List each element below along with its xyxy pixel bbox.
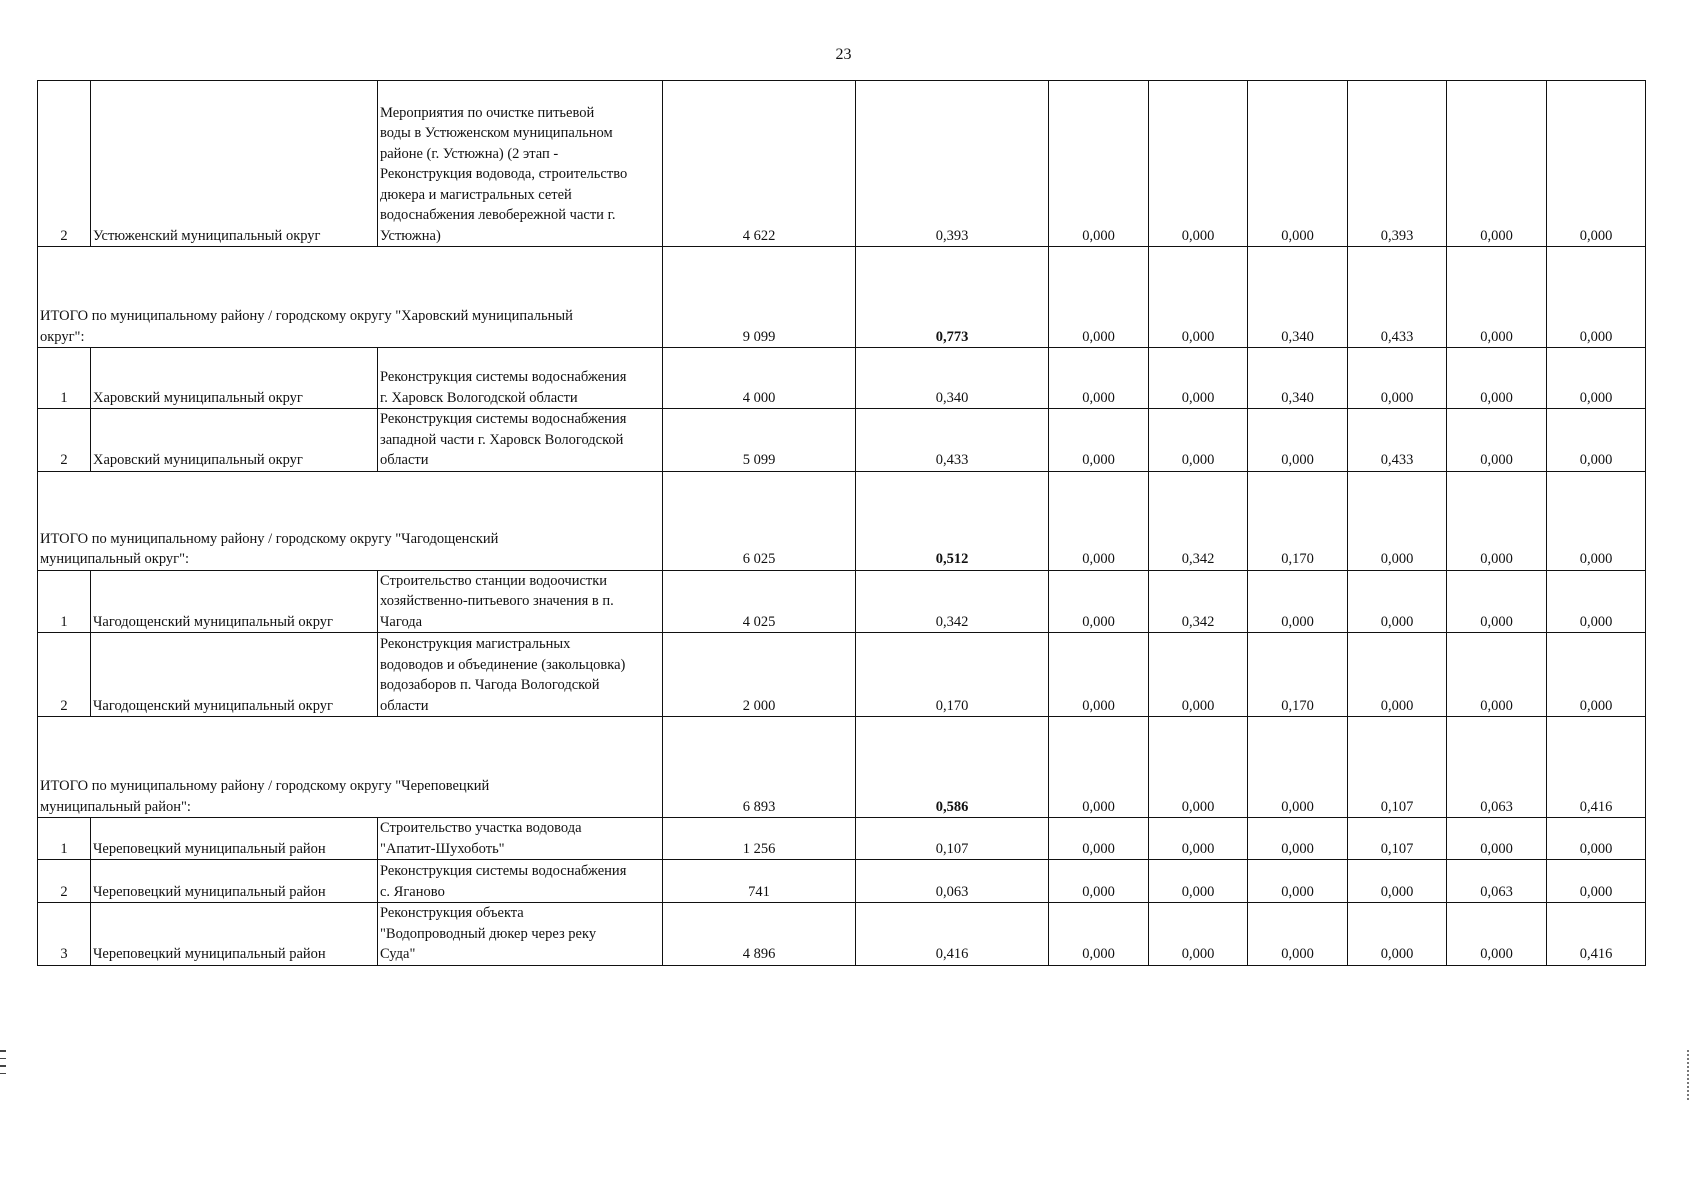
value-cell: 0,000 (1547, 409, 1646, 472)
value-cell: 0,000 (1547, 348, 1646, 409)
row-number: 3 (38, 903, 91, 966)
municipality-name: Чагодощенский муниципальный округ (91, 633, 378, 717)
value-cell: 0,000 (1049, 860, 1149, 903)
value-cell: 0,000 (1149, 409, 1248, 472)
value-cell: 0,000 (1348, 633, 1447, 717)
value-cell: 0,393 (856, 81, 1049, 247)
project-description: Реконструкция магистральных водоводов и объединение (закольцовка) водозаборов п. Чагода Вологодской области (378, 633, 663, 717)
value-cell: 0,773 (856, 247, 1049, 348)
value-cell: 0,586 (856, 717, 1049, 818)
value-cell: 0,000 (1248, 570, 1348, 633)
value-cell: 0,433 (856, 409, 1049, 472)
value-cell: 0,000 (1049, 247, 1149, 348)
value-cell: 0,000 (1447, 903, 1547, 966)
row-number: 1 (38, 348, 91, 409)
value-cell: 0,000 (1149, 717, 1248, 818)
value-cell: 0,000 (1348, 860, 1447, 903)
table-row (38, 570, 1646, 633)
value-cell: 5 099 (663, 409, 856, 472)
total-row (38, 717, 1646, 818)
value-cell: 0,340 (856, 348, 1049, 409)
page-number: 23 (835, 46, 852, 63)
table-row (38, 633, 1646, 717)
value-cell: 0,342 (1149, 471, 1248, 570)
value-cell: 0,000 (1149, 348, 1248, 409)
project-description: Реконструкция объекта "Водопроводный дюкер через реку Суда" (378, 903, 663, 966)
total-row (38, 247, 1646, 348)
value-cell: 0,000 (1248, 409, 1348, 472)
value-cell: 0,000 (1248, 903, 1348, 966)
value-cell: 0,000 (1348, 903, 1447, 966)
value-cell: 0,000 (1049, 409, 1149, 472)
total-label: ИТОГО по муниципальному району / городскому округу "Череповецкий муниципальный район": (38, 717, 663, 818)
value-cell: 0,342 (1149, 570, 1248, 633)
municipality-name: Череповецкий муниципальный район (91, 860, 378, 903)
value-cell: 0,170 (1248, 633, 1348, 717)
value-cell: 4 000 (663, 348, 856, 409)
value-cell: 0,107 (1348, 818, 1447, 860)
municipality-name: Харовский муниципальный округ (91, 348, 378, 409)
table-row (38, 348, 1646, 409)
value-cell: 0,063 (1447, 860, 1547, 903)
value-cell: 0,433 (1348, 409, 1447, 472)
value-cell: 0,000 (1547, 247, 1646, 348)
total-label: ИТОГО по муниципальному району / городскому округу "Чагодощенский муниципальный округ": (38, 471, 663, 570)
municipality-name: Харовский муниципальный округ (91, 409, 378, 472)
value-cell: 0,342 (856, 570, 1049, 633)
value-cell: 0,000 (1248, 717, 1348, 818)
municipality-name: Череповецкий муниципальный район (91, 903, 378, 966)
value-cell: 741 (663, 860, 856, 903)
table-row (38, 818, 1646, 860)
row-number: 1 (38, 818, 91, 860)
scan-edge-marks (0, 1050, 8, 1080)
municipality-name: Чагодощенский муниципальный округ (91, 570, 378, 633)
value-cell: 0,000 (1049, 471, 1149, 570)
table-row (38, 903, 1646, 966)
value-cell: 0,433 (1348, 247, 1447, 348)
row-number: 2 (38, 633, 91, 717)
investment-table (37, 80, 1646, 966)
value-cell: 0,000 (1248, 81, 1348, 247)
value-cell: 0,000 (1547, 471, 1646, 570)
value-cell: 0,000 (1049, 633, 1149, 717)
value-cell: 0,340 (1248, 247, 1348, 348)
value-cell: 0,416 (1547, 717, 1646, 818)
value-cell: 0,000 (1547, 633, 1646, 717)
value-cell: 0,000 (1248, 818, 1348, 860)
value-cell: 0,000 (1447, 633, 1547, 717)
value-cell: 0,000 (1547, 81, 1646, 247)
value-cell: 1 256 (663, 818, 856, 860)
value-cell: 9 099 (663, 247, 856, 348)
value-cell: 0,000 (1447, 471, 1547, 570)
value-cell: 6 025 (663, 471, 856, 570)
value-cell: 4 025 (663, 570, 856, 633)
project-description: Реконструкция системы водоснабжения г. Харовск Вологодской области (378, 348, 663, 409)
value-cell: 0,000 (1149, 81, 1248, 247)
row-number: 1 (38, 570, 91, 633)
value-cell: 0,000 (1447, 81, 1547, 247)
value-cell: 0,416 (1547, 903, 1646, 966)
value-cell: 0,000 (1049, 717, 1149, 818)
value-cell: 0,000 (1547, 570, 1646, 633)
value-cell: 0,063 (1447, 717, 1547, 818)
value-cell: 0,000 (1049, 348, 1149, 409)
value-cell: 0,000 (1149, 903, 1248, 966)
value-cell: 0,000 (1149, 860, 1248, 903)
value-cell: 0,170 (856, 633, 1049, 717)
value-cell: 0,000 (1149, 247, 1248, 348)
municipality-name: Череповецкий муниципальный район (91, 818, 378, 860)
value-cell: 0,393 (1348, 81, 1447, 247)
value-cell: 0,416 (856, 903, 1049, 966)
value-cell: 2 000 (663, 633, 856, 717)
value-cell: 0,000 (1149, 818, 1248, 860)
value-cell: 0,000 (1348, 570, 1447, 633)
value-cell: 0,000 (1149, 633, 1248, 717)
table-row (38, 81, 1646, 247)
total-row (38, 471, 1646, 570)
project-description: Строительство станции водоочистки хозяйственно-питьевого значения в п. Чагода (378, 570, 663, 633)
row-number: 2 (38, 81, 91, 247)
value-cell: 0,000 (1248, 860, 1348, 903)
value-cell: 0,000 (1348, 348, 1447, 409)
value-cell: 6 893 (663, 717, 856, 818)
project-description: Мероприятия по очистке питьевой воды в Устюженском муниципальном районе (г. Устюжна) (2 этап - Реконструкция водовода, строительство дюкера и магистральных сетей водоснабжения левобережной части г. Устюжна) (378, 81, 663, 247)
value-cell: 0,000 (1447, 818, 1547, 860)
value-cell: 0,000 (1049, 81, 1149, 247)
value-cell: 0,000 (1447, 247, 1547, 348)
value-cell: 4 622 (663, 81, 856, 247)
row-number: 2 (38, 860, 91, 903)
scan-edge-marks-right (1687, 1050, 1693, 1100)
value-cell: 0,063 (856, 860, 1049, 903)
value-cell: 0,512 (856, 471, 1049, 570)
value-cell: 0,107 (856, 818, 1049, 860)
municipality-name: Устюженский муниципальный округ (91, 81, 378, 247)
total-label: ИТОГО по муниципальному району / городскому округу "Харовский муниципальный округ": (38, 247, 663, 348)
value-cell: 0,170 (1248, 471, 1348, 570)
row-number: 2 (38, 409, 91, 472)
value-cell: 4 896 (663, 903, 856, 966)
value-cell: 0,000 (1547, 860, 1646, 903)
value-cell: 0,000 (1049, 570, 1149, 633)
value-cell: 0,000 (1447, 409, 1547, 472)
value-cell: 0,000 (1049, 818, 1149, 860)
project-description: Реконструкция системы водоснабжения западной части г. Харовск Вологодской области (378, 409, 663, 472)
value-cell: 0,000 (1447, 348, 1547, 409)
value-cell: 0,340 (1248, 348, 1348, 409)
value-cell: 0,000 (1547, 818, 1646, 860)
project-description: Реконструкция системы водоснабжения с. Ягановo (378, 860, 663, 903)
table-row (38, 860, 1646, 903)
value-cell: 0,107 (1348, 717, 1447, 818)
value-cell: 0,000 (1447, 570, 1547, 633)
value-cell: 0,000 (1348, 471, 1447, 570)
value-cell: 0,000 (1049, 903, 1149, 966)
project-description: Строительство участка водовода "Апатит-Шухоботь" (378, 818, 663, 860)
table-row (38, 409, 1646, 472)
